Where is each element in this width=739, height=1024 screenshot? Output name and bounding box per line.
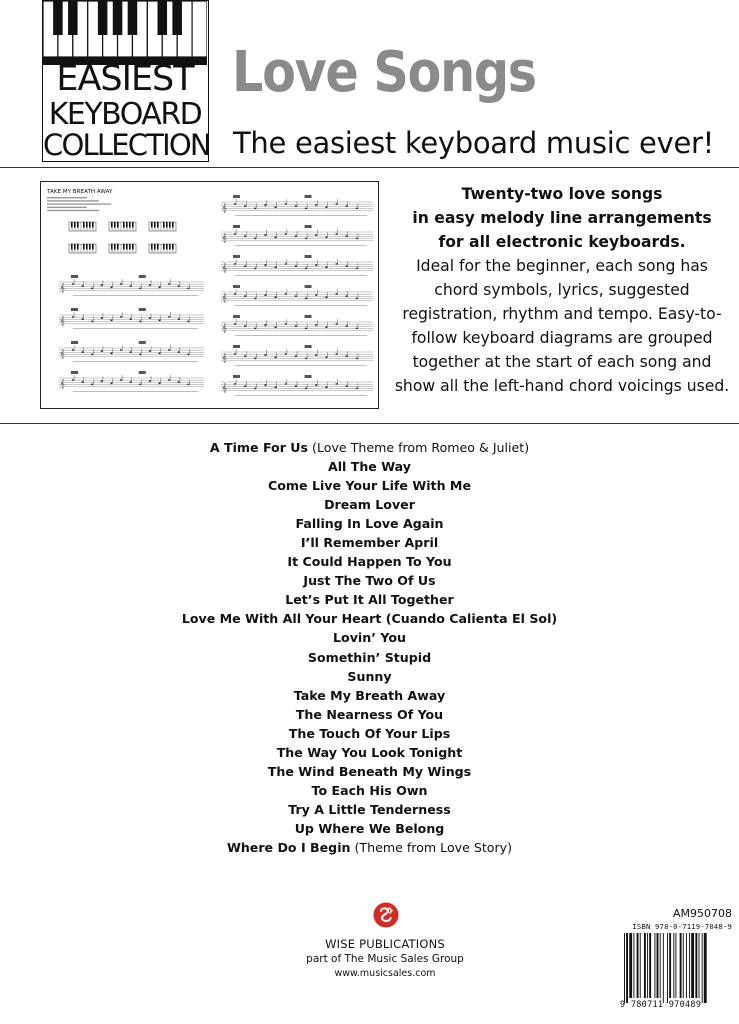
song-list-item — [0, 762, 739, 781]
description-body-6: show all the left-hand chord voicings used. — [394, 377, 730, 395]
song-list-item — [0, 609, 739, 628]
sample-score-thumbnail — [40, 181, 379, 409]
song-list-item — [0, 457, 739, 476]
song-title: Somethin’ Stupid — [307, 649, 432, 665]
song-title: Take My Breath Away — [293, 687, 446, 703]
description-body-1: Ideal for the beginner, each song has — [416, 257, 708, 275]
description-lead-1: Twenty-two love songs — [461, 185, 663, 203]
song-title: I’ll Remember April — [300, 535, 439, 551]
description-body-3: registration, rhythm and tempo. Easy-to- — [402, 305, 722, 323]
svg-text:𝄞: 𝄞 — [222, 203, 227, 212]
song-title: Falling In Love Again — [295, 516, 444, 532]
song-list-item — [0, 667, 739, 686]
svg-text:𝄞: 𝄞 — [60, 379, 65, 388]
description-lead-2: in easy melody line arrangements — [412, 209, 712, 227]
song-title: Dream Lover — [324, 497, 415, 513]
song-list-item — [0, 438, 739, 457]
publisher-url: www.musicsales.com — [334, 968, 436, 979]
svg-text:𝄞: 𝄞 — [222, 293, 227, 302]
description-body-2: chord symbols, lyrics, suggested — [434, 281, 690, 299]
song-list-item — [0, 495, 739, 514]
book-subtitle: The easiest keyboard music ever! — [233, 126, 714, 160]
song-title: Up Where We Belong — [294, 820, 445, 836]
series-logo — [42, 0, 209, 162]
song-title: Try A Little Tenderness — [288, 801, 451, 817]
song-list-item — [0, 743, 739, 762]
svg-text:𝄞: 𝄞 — [60, 283, 65, 292]
logo-line-collection: COLLECTION — [43, 128, 210, 162]
song-title: Come Live Your Life With Me — [268, 478, 471, 494]
book-title: Love Songs — [232, 40, 536, 105]
svg-text:𝄞: 𝄞 — [60, 316, 65, 325]
song-title: The Touch Of Your Lips — [288, 725, 451, 741]
description-body-5: together at the start of each song and — [412, 353, 712, 371]
publisher-group: part of The Music Sales Group — [306, 953, 464, 965]
song-list-item — [0, 552, 739, 571]
barcode-digits: 9 780711 970489 — [620, 1000, 702, 1010]
song-note: (Love Theme from Romeo & Juliet) — [312, 440, 530, 455]
divider-top — [0, 167, 739, 168]
song-list-item — [0, 514, 739, 533]
song-title: The Wind Beneath My Wings — [267, 763, 472, 779]
song-title: The Way You Look Tonight — [276, 744, 463, 760]
svg-text:𝄞: 𝄞 — [222, 353, 227, 362]
song-title: It Could Happen To You — [287, 554, 452, 570]
catalog-number: AM950708 — [672, 907, 732, 920]
svg-text:𝄞: 𝄞 — [222, 323, 227, 332]
publisher-name: WISE PUBLICATIONS — [325, 937, 445, 951]
sheet-music-preview — [41, 182, 378, 408]
wise-publications-logo-icon — [373, 902, 399, 928]
isbn: ISBN 978-0-7119-7048-9 — [632, 922, 732, 931]
svg-text:𝄞: 𝄞 — [222, 383, 227, 392]
song-list-item — [0, 724, 739, 743]
divider-middle — [0, 423, 739, 424]
song-list-item — [0, 571, 739, 590]
svg-text:𝄞: 𝄞 — [222, 263, 227, 272]
logo-line-easiest: EASIEST — [56, 59, 194, 99]
description — [392, 182, 732, 398]
song-title: Let’s Put It All Together — [285, 592, 454, 608]
song-list-item — [0, 705, 739, 724]
score-song-title: TAKE MY BREATH AWAY — [47, 189, 113, 195]
song-list-item — [0, 819, 739, 838]
song-title: All The Way — [327, 459, 411, 475]
logo-line-keyboard: KEYBOARD — [48, 97, 202, 132]
svg-text:𝄞: 𝄞 — [60, 349, 65, 358]
song-list-item — [0, 533, 739, 552]
song-title: Love Me With All Your Heart (Cuando Calienta El Sol) — [181, 611, 558, 627]
song-title: Sunny — [347, 668, 392, 684]
piano-keys-icon — [43, 1, 207, 57]
song-list-item — [0, 628, 739, 647]
song-list-item — [0, 648, 739, 667]
song-list-item — [0, 686, 739, 705]
song-list-item — [0, 476, 739, 495]
song-title: Lovin’ You — [333, 630, 406, 646]
song-list-item — [0, 838, 739, 857]
song-title: Just The Two Of Us — [303, 573, 436, 589]
description-lead-3: for all electronic keyboards. — [438, 233, 686, 251]
song-title: To Each His Own — [311, 782, 428, 798]
song-note: (Theme from Love Story) — [354, 839, 513, 855]
description-body-4: follow keyboard diagrams are grouped — [411, 329, 713, 347]
song-list-item — [0, 590, 739, 609]
song-list — [0, 438, 739, 857]
song-title: The Nearness Of You — [295, 706, 444, 722]
song-title: Where Do I Begin — [226, 839, 351, 855]
svg-text:𝄞: 𝄞 — [222, 233, 227, 242]
song-title: A Time For Us — [209, 440, 309, 455]
song-list-item — [0, 800, 739, 819]
song-list-item — [0, 781, 739, 800]
barcode-icon — [621, 933, 733, 1003]
